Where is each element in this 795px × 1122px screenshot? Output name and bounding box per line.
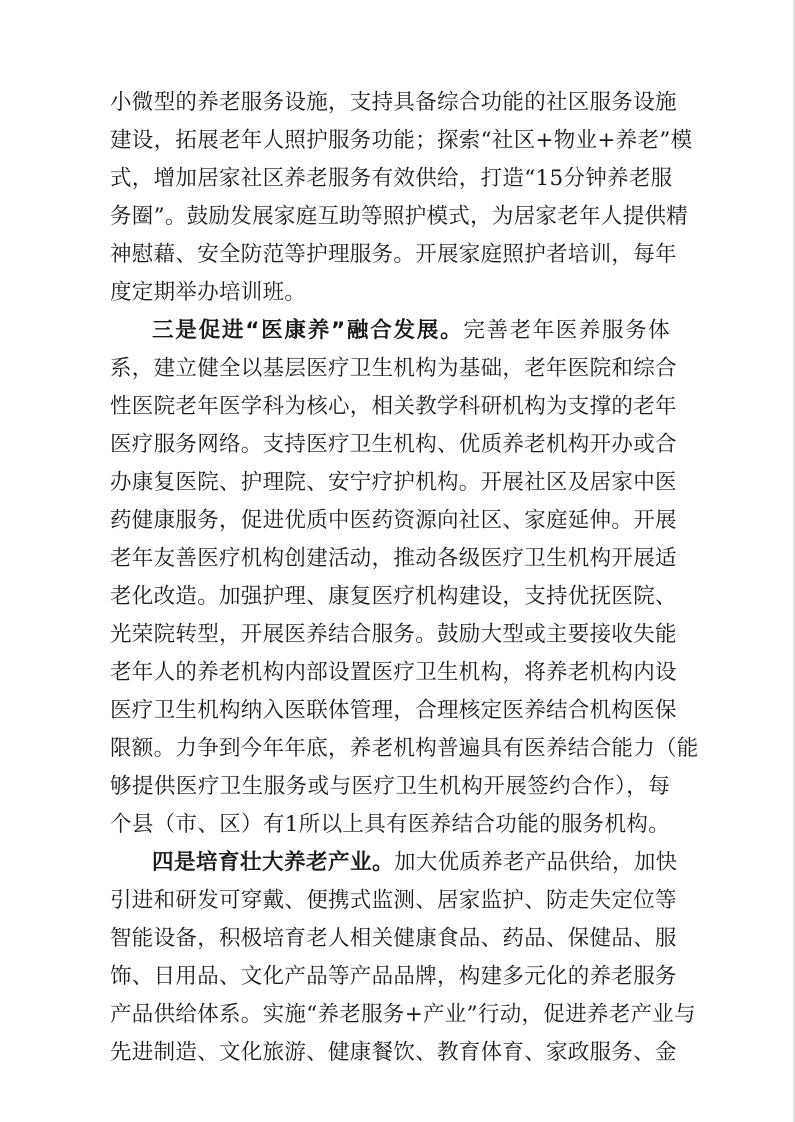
body-text-line: 老年友善医疗机构创建活动，推动各级医疗卫生机构开展适: [110, 546, 677, 571]
body-text-line: 先进制造、文化旅游、健康餐饮、教育体育、家政服务、金: [110, 1040, 677, 1065]
body-text-line: 医疗卫生机构纳入医联体管理，合理核定医养结合机构医保: [110, 698, 677, 723]
section-4-first-line-text: 加大优质养老产品供给，加快: [394, 850, 678, 875]
body-text-line: 老年人的养老机构内部设置医疗卫生机构，将养老机构内设: [110, 660, 677, 685]
body-text-line: 药健康服务，促进优质中医药资源向社区、家庭延伸。开展: [110, 508, 677, 533]
body-text-line: 系，建立健全以基层医疗卫生机构为基础，老年医院和综合: [110, 356, 677, 381]
body-text-line: 医疗服务网络。支持医疗卫生机构、优质养老机构开办或合: [110, 432, 677, 457]
section-3-heading: 三是促进“医康养”融合发展。: [152, 318, 464, 343]
section-4-heading: 四是培育壮大养老产业。: [152, 850, 395, 875]
body-text-line: 神慰藉、安全防范等护理服务。开展家庭照护者培训，每年: [110, 242, 677, 267]
section-3-first-line-text: 完善老年医养服务体: [463, 318, 670, 343]
body-text-line: 性医院老年医学科为核心，相关教学科研机构为支撑的老年: [110, 394, 677, 419]
body-text-line: 引进和研发可穿戴、便携式监测、居家监护、防走失定位等: [110, 888, 677, 913]
body-text-line: 小微型的养老服务设施，支持具备综合功能的社区服务设施: [110, 90, 677, 115]
body-text-line: 饰、日用品、文化产品等产品品牌，构建多元化的养老服务: [110, 964, 677, 989]
body-text-line: 智能设备，积极培育老人相关健康食品、药品、保健品、服: [110, 926, 677, 951]
body-text-line: 限额。力争到今年年底，养老机构普遍具有医养结合能力（能: [110, 736, 699, 761]
body-text-line: 老化改造。加强护理、康复医疗机构建设，支持优抚医院、: [110, 584, 677, 609]
body-text-line: 产品供给体系。实施“养老服务+产业”行动，促进养老产业与: [110, 1002, 696, 1027]
body-text-line: 建设，拓展老年人照护服务功能；探索“社区+物业+养老”模: [110, 128, 693, 153]
body-text-line: 度定期举办培训班。: [110, 280, 307, 305]
body-text-line: 务圈”。鼓励发展家庭互助等照护模式，为居家老年人提供精: [110, 204, 689, 229]
body-text-line: 个县（市、区）有1所以上具有医养结合功能的服务机构。: [110, 812, 670, 837]
body-text-line: 办康复医院、护理院、安宁疗护机构。开展社区及居家中医: [110, 470, 677, 495]
section-4-first-line: [152, 844, 678, 882]
body-text-line: 光荣院转型，开展医养结合服务。鼓励大型或主要接收失能: [110, 622, 677, 647]
body-text-line: 式，增加居家社区养老服务有效供给，打造“15分钟养老服: [110, 166, 673, 191]
section-3-first-line: [152, 312, 670, 350]
body-text-line: 够提供医疗卫生服务或与医疗卫生机构开展签约合作），每: [110, 774, 670, 799]
